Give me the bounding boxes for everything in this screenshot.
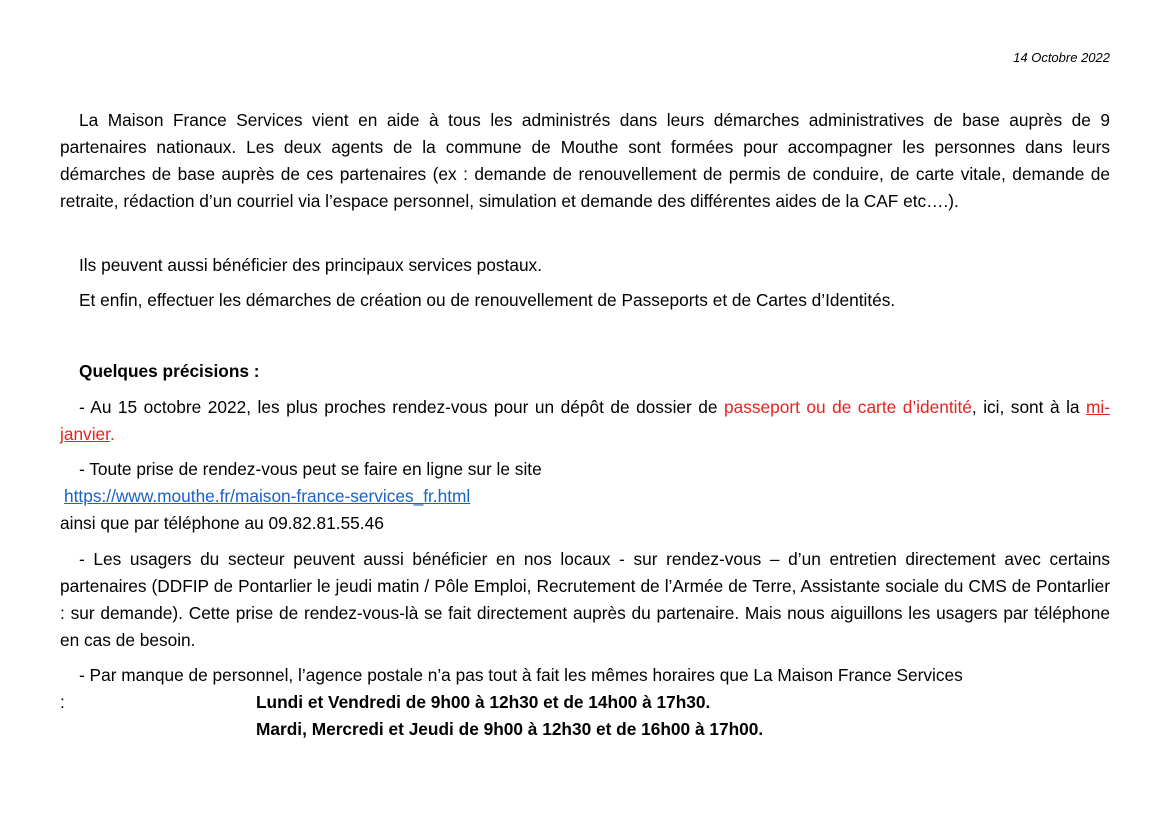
appointment-delay-middle: , ici, sont à la — [971, 397, 1087, 417]
postal-hours-paragraph: - Par manque de personnel, l’agence postale n’a pas tout à fait les mêmes horaires que La Maison France Services — [79, 665, 963, 685]
intro-paragraph: La Maison France Services vient en aide à tous les administrés dans leurs démarches administratives de base auprès de 9 partenaires nationaux. Les deux agents de la commune de Mouthe sont formées pour accompagner les personnes dans leurs démarches de base auprès de ces partenaires (ex : demande de renouvellement de permis de conduire, de carte vitale, demande de retraite, rédaction d’un courriel via l’espace personnel, simulation et demande des différentes aides de la CAF etc….). — [60, 110, 1110, 211]
booking-paragraph: - Toute prise de rendez-vous peut se faire en ligne sur le site — [79, 459, 542, 479]
booking-link-line — [64, 483, 470, 510]
precisions-heading: Quelques précisions : — [79, 361, 260, 381]
mid-january-highlight: mi-janvier — [60, 397, 1111, 444]
passport-id-highlight: passeport ou de carte d’identité — [724, 397, 972, 417]
document-page — [60, 0, 1110, 827]
hours-line-monday-friday: Lundi et Vendredi de 9h00 à 12h30 et de 14h00 à 17h30. — [256, 692, 711, 712]
booking-website-link[interactable]: https://www.mouthe.fr/maison-france-services_fr.html — [64, 486, 471, 506]
partners-paragraph: - Les usagers du secteur peuvent aussi bénéficier en nos locaux - sur rendez-vous – d’un entretien directement avec certains partenaires (DDFIP de Pontarlier le jeudi matin / Pôle Emploi, Recrutement de l’Armée de Terre, Assistante sociale du CMS de Pontarlier : sur demande). Cette prise de rendez-vous-là se fait directement auprès du partenaire. Mais nous aiguillons les usagers par téléphone en cas de besoin. — [60, 549, 1110, 650]
booking-phone-line: ainsi que par téléphone au 09.82.81.55.46 — [60, 513, 384, 533]
document-date: 14 Octobre 2022 — [1013, 50, 1110, 65]
appointment-delay-text: - Au 15 octobre 2022, les plus proches rendez-vous pour un dépôt de dossier de — [79, 397, 724, 417]
hours-line-tuesday-thursday: Mardi, Mercredi et Jeudi de 9h00 à 12h30 et de 16h00 à 17h00. — [256, 719, 764, 739]
passport-services-paragraph: Et enfin, effectuer les démarches de création ou de renouvellement de Passeports et de Cartes d’Identités. — [79, 290, 896, 310]
postal-hours-colon: : — [60, 692, 65, 712]
appointment-delay-end: . — [109, 424, 115, 444]
appointment-delay-paragraph — [60, 394, 1110, 448]
postal-services-paragraph: Ils peuvent aussi bénéficier des principaux services postaux. — [79, 255, 542, 275]
